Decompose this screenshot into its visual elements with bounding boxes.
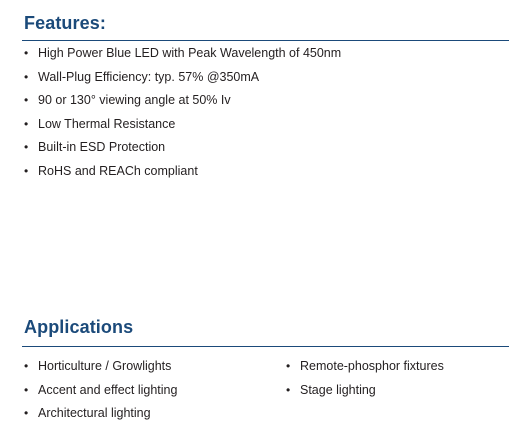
- applications-divider: [22, 346, 509, 347]
- list-item-text: Low Thermal Resistance: [38, 116, 176, 131]
- list-item: [24, 379, 177, 403]
- list-item: [24, 160, 341, 184]
- list-item: [24, 402, 177, 426]
- bullet-icon: •: [24, 163, 29, 178]
- list-item: [24, 113, 341, 137]
- bullet-icon: •: [24, 46, 29, 60]
- bullet-icon: •: [24, 69, 29, 84]
- bullet-icon: •: [286, 359, 291, 373]
- features-list: [24, 42, 341, 183]
- list-item-text: Architectural lighting: [38, 406, 151, 420]
- list-item: [24, 66, 341, 90]
- list-item: [286, 379, 444, 403]
- bullet-icon: •: [24, 93, 29, 107]
- bullet-icon: •: [24, 406, 29, 420]
- list-item-text: Stage lighting: [300, 382, 376, 397]
- features-heading: Features:: [24, 13, 106, 33]
- bullet-icon: •: [286, 382, 291, 397]
- features-divider: [22, 40, 509, 41]
- list-item: [24, 89, 341, 113]
- list-item: [24, 355, 177, 379]
- list-item: [286, 355, 444, 379]
- list-item-text: Accent and effect lighting: [38, 382, 178, 397]
- list-item-text: 90 or 130° viewing angle at 50% Iv: [38, 93, 231, 107]
- bullet-icon: •: [24, 382, 29, 397]
- bullet-icon: •: [24, 116, 29, 131]
- bullet-icon: •: [24, 359, 29, 373]
- applications-list-right: [286, 355, 444, 402]
- applications-list-left: [24, 355, 177, 426]
- list-item-text: High Power Blue LED with Peak Wavelength of 450nm: [38, 46, 342, 60]
- bullet-icon: •: [24, 140, 29, 154]
- applications-heading: Applications: [24, 317, 134, 337]
- list-item-text: Horticulture / Growlights: [38, 359, 172, 373]
- list-item: [24, 42, 341, 66]
- list-item-text: Wall-Plug Efficiency: typ. 57% @350mA: [38, 69, 260, 84]
- list-item-text: Remote-phosphor fixtures: [300, 359, 444, 373]
- list-item: [24, 136, 341, 160]
- list-item-text: RoHS and REACh compliant: [38, 163, 198, 178]
- list-item-text: Built-in ESD Protection: [38, 140, 166, 154]
